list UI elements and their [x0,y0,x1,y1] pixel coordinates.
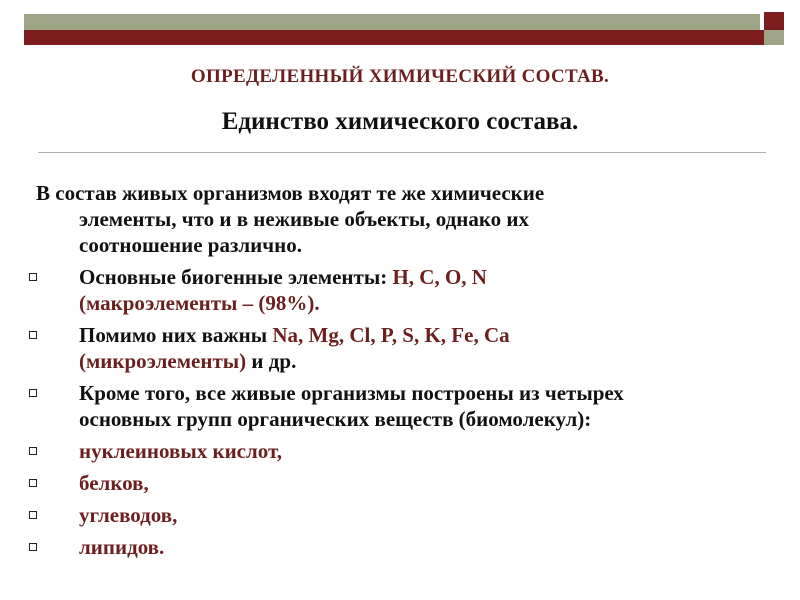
item-text: липидов. [79,535,165,559]
item-text: нуклеиновых кислот, [79,439,282,463]
intro-paragraph [24,180,784,258]
list-item-carbs [24,502,784,528]
hollow-square-bullet-icon [29,389,37,397]
title-divider [38,152,766,153]
slide-title-upper: ОПРЕДЕЛЕННЫЙ ХИМИЧЕСКИЙ СОСТАВ. [190,66,610,87]
hollow-square-bullet-icon [29,447,37,455]
item-note: (микроэлементы) [79,349,247,373]
hollow-square-bullet-icon [29,479,37,487]
item-text: Помимо них важны [79,323,273,347]
item-text: Кроме того, все живые организмы построены из четырех [79,381,624,405]
item-tail: и др. [246,349,297,373]
item-text: углеводов, [79,503,178,527]
slide-title-main: Единство химического состава. [221,108,579,135]
item-elements: H, C, O, N [392,265,487,289]
intro-line-1: В состав живых организмов входят те же химические [36,181,545,205]
item-text: белков, [79,471,149,495]
slide-content [24,180,784,560]
list-item-lipids [24,534,784,560]
item-text-cont: основных групп органических веществ (биомолекул): [79,407,592,431]
intro-line-2: элементы, что и в неживые объекты, однако их [79,207,530,231]
list-item-proteins [24,470,784,496]
hollow-square-bullet-icon [29,273,37,281]
list-item-biomolecules [24,380,784,432]
list-item-nucleic [24,438,784,464]
hollow-square-bullet-icon [29,331,37,339]
header-bar-maroon [24,30,784,45]
header-bar-olive [24,14,760,30]
list-item-biogenic [24,264,784,316]
corner-square-maroon [764,12,784,32]
item-elements: Na, Mg, Cl, P, S, K, Fe, Ca [272,323,510,347]
list-item-micro [24,322,784,374]
intro-line-3: соотношение различно. [79,233,302,257]
corner-square-olive [764,30,784,45]
item-note: (макроэлементы – (98%). [79,291,320,315]
hollow-square-bullet-icon [29,511,37,519]
hollow-square-bullet-icon [29,543,37,551]
item-text: Основные биогенные элементы: [79,265,393,289]
